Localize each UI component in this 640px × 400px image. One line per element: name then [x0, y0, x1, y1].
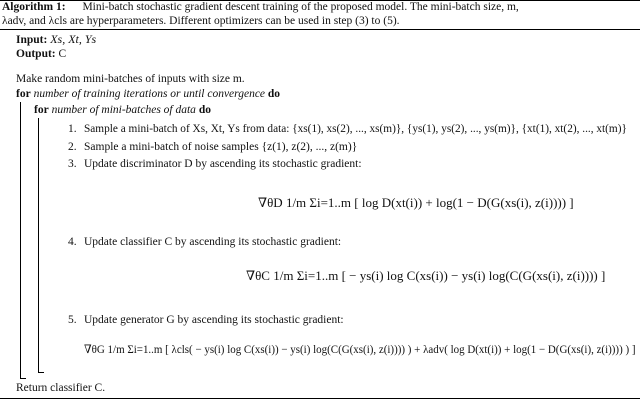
- inner-block-end: [38, 372, 44, 373]
- step-4-number: 4.: [68, 236, 77, 248]
- caption-rule: [0, 29, 640, 30]
- inner-for-keyword: for: [34, 104, 49, 116]
- inner-for-line: [34, 104, 211, 117]
- step-5-number: 5.: [68, 314, 77, 326]
- output-line: [16, 48, 66, 61]
- step-3-number: 3.: [68, 158, 77, 170]
- outer-block-line: [20, 102, 21, 378]
- caption-text-2: λadv, and λcls are hyperparameters. Different optimizers can be used in step (3) to (5).: [2, 15, 400, 27]
- step-2-text: Sample a mini-batch of noise samples {z(1), z(2), ..., z(m)}: [84, 141, 358, 153]
- bottom-rule: [0, 398, 640, 399]
- inner-for-condition: number of mini-batches of data: [51, 104, 196, 116]
- output-label: Output:: [16, 48, 56, 60]
- outer-for-keyword: for: [16, 88, 31, 100]
- step-1-text: Sample a mini-batch of Xs, Xt, Ys from data: {xs(1), xs(2), ..., xs(m)}, {ys(1), ys(2), ..., ys(m)}, {xt(1), xt(2), ..., xt(m)}: [84, 123, 627, 135]
- input-value: Xs, Xt, Ys: [50, 32, 97, 46]
- equation-discriminator: ∇θD 1/m Σi=1..m [ log D(xt(i)) + log(1 − D(G(xs(i), z(i)))) ]: [258, 195, 574, 210]
- step-1-number: 1.: [68, 123, 77, 135]
- equation-generator: ∇θG 1/m Σi=1..m [ λcls( − ys(i) log C(xs(i)) − ys(i) log(C(G(xs(i), z(i)))) ) + λadv( log D(xt(i)) + log(1 − D(G(xs(i), z(i)))) ) ]: [84, 342, 636, 356]
- caption-text: Mini-batch stochastic gradient descent training of the proposed model. The mini-batch size, m,: [82, 1, 519, 13]
- outer-for-line: [16, 88, 280, 101]
- step-5-text: Update generator G by ascending its stochastic gradient:: [84, 314, 344, 326]
- input-label: Input:: [16, 34, 48, 46]
- inner-block-line: [38, 118, 39, 372]
- outer-for-condition: number of training iterations or until convergence: [33, 88, 266, 100]
- caption-text-line2: [2, 15, 400, 28]
- step-2: [68, 141, 77, 154]
- step-3: [68, 158, 77, 171]
- output-value: C: [58, 48, 67, 60]
- outer-do-keyword: do: [267, 88, 281, 100]
- outer-block-end: [20, 378, 26, 379]
- make-batches-line: Make random mini-batches of inputs with size m.: [16, 73, 245, 85]
- input-line: [16, 33, 96, 47]
- return-line: Return classifier C.: [16, 382, 106, 394]
- step-3-text: Update discriminator D by ascending its stochastic gradient:: [84, 158, 362, 170]
- step-2-number: 2.: [68, 141, 77, 153]
- algorithm-caption: [2, 1, 519, 14]
- step-1: [68, 123, 77, 136]
- step-5: [68, 314, 77, 327]
- equation-classifier: ∇θC 1/m Σi=1..m [ − ys(i) log C(xs(i)) − ys(i) log(C(G(xs(i), z(i)))) ]: [246, 268, 606, 283]
- step-4-text: Update classifier C by ascending its stochastic gradient:: [84, 236, 342, 248]
- algorithm-label: Algorithm 1:: [2, 1, 66, 13]
- step-4: [68, 236, 77, 249]
- inner-do-keyword: do: [198, 104, 211, 116]
